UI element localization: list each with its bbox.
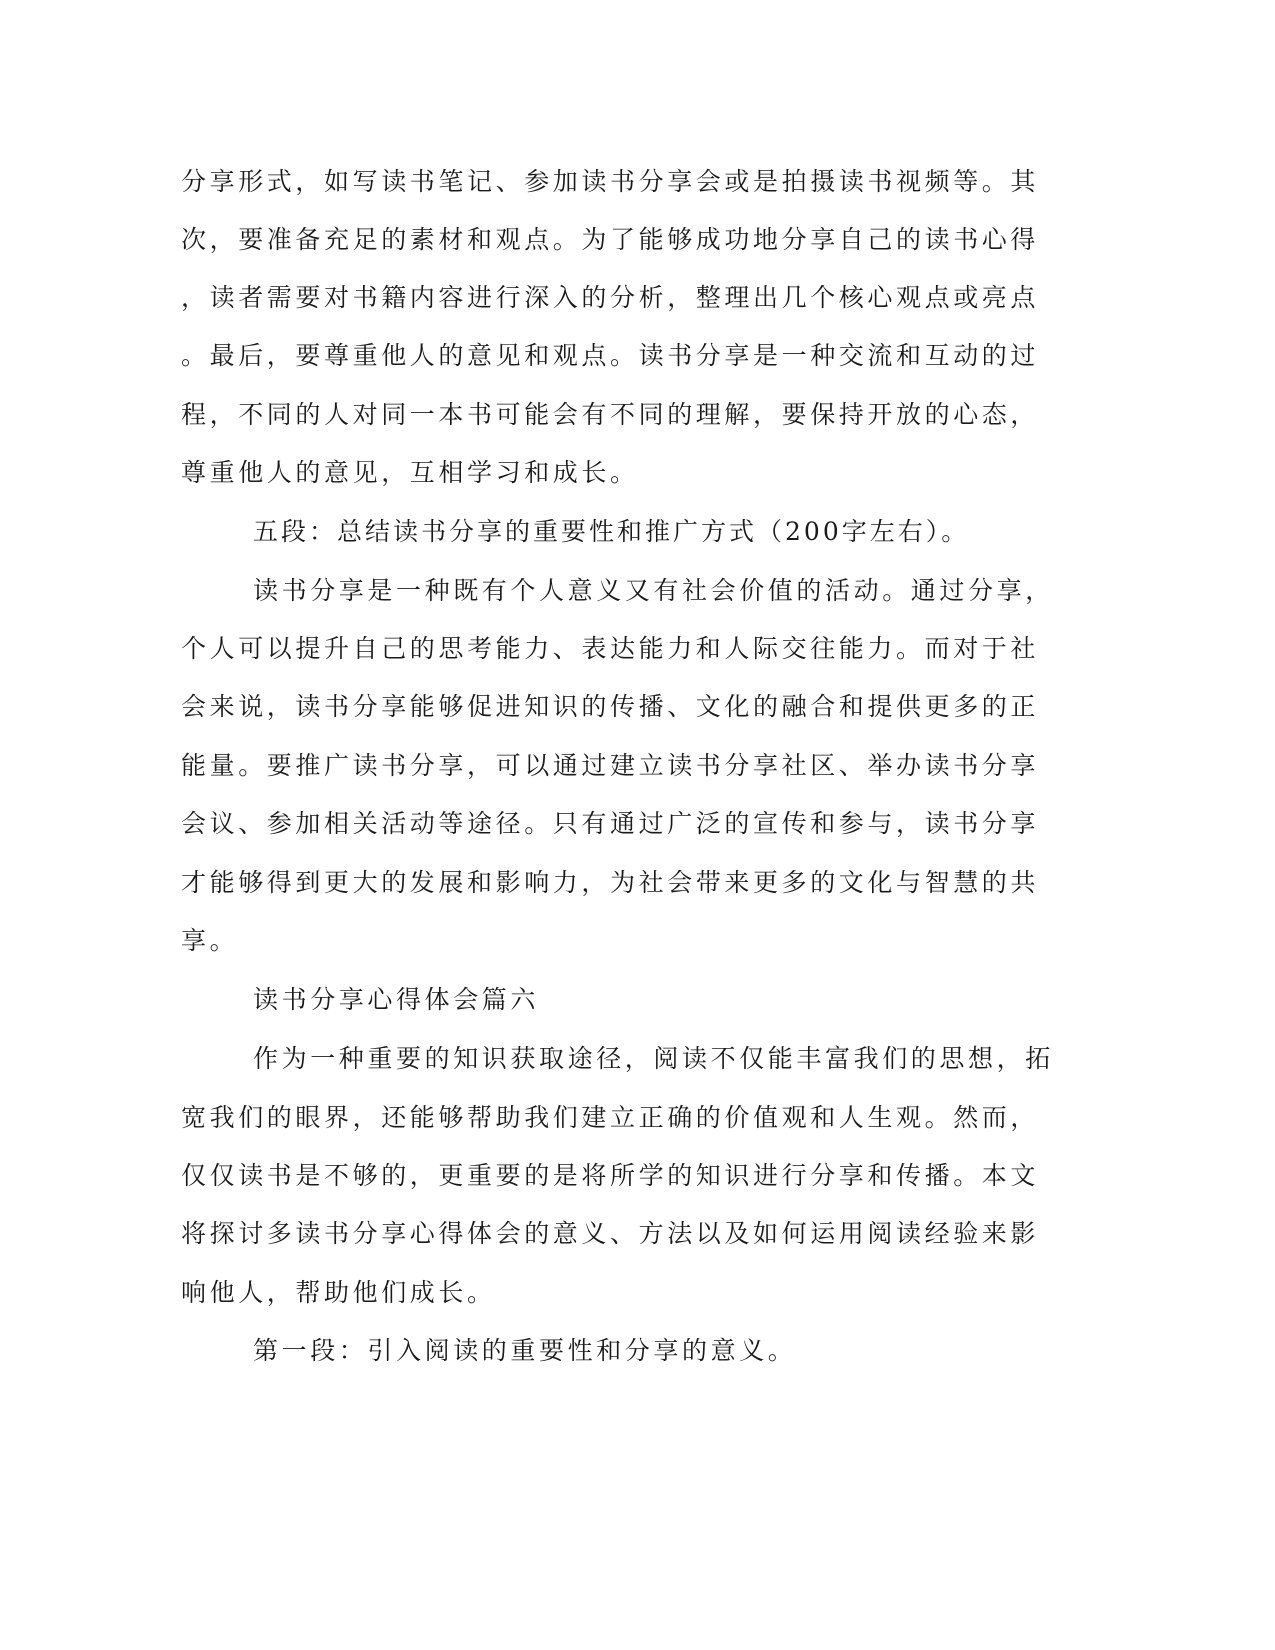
text-line: 能量。要推广读书分享，可以通过建立读书分享社区、举办读书分享 xyxy=(181,751,1040,780)
text-line: 宽我们的眼界，还能够帮助我们建立正确的价值观和人生观。然而， xyxy=(181,1103,1040,1132)
text-line: 响他人，帮助他们成长。 xyxy=(181,1278,496,1307)
text-line: 分享形式，如写读书笔记、参加读书分享会或是拍摄读书视频等。其 xyxy=(181,167,1040,196)
text-line: 尊重他人的意见，互相学习和成长。 xyxy=(181,458,639,487)
text-line: 将探讨多读书分享心得体会的意义、方法以及如何运用阅读经验来影 xyxy=(181,1219,1040,1248)
text-line: 次，要准备充足的素材和观点。为了能够成功地分享自己的读书心得 xyxy=(181,225,1040,254)
text-line: 程，不同的人对同一本书可能会有不同的理解，要保持开放的心态， xyxy=(181,400,1040,429)
text-line: 读书分享是一种既有个人意义又有社会价值的活动。通过分享， xyxy=(253,576,1054,605)
text-line: 作为一种重要的知识获取途径，阅读不仅能丰富我们的思想，拓 xyxy=(253,1044,1054,1073)
text-line: 会议、参加相关活动等途径。只有通过广泛的宣传和参与，读书分享 xyxy=(181,809,1040,838)
text-line: 。最后，要尊重他人的意见和观点。读书分享是一种交流和互动的过 xyxy=(181,341,1040,370)
text-line: 会来说，读书分享能够促进知识的传播、文化的融合和提供更多的正 xyxy=(181,692,1040,721)
text-line: 个人可以提升自己的思考能力、表达能力和人际交往能力。而对于社 xyxy=(181,634,1040,663)
text-line: ，读者需要对书籍内容进行深入的分析，整理出几个核心观点或亮点 xyxy=(181,283,1040,312)
section-heading: 第一段：引入阅读的重要性和分享的意义。 xyxy=(253,1336,797,1365)
section-heading: 五段：总结读书分享的重要性和推广方式（200字左右）。 xyxy=(253,517,970,546)
section-heading: 读书分享心得体会篇六 xyxy=(253,985,540,1014)
text-line: 仅仅读书是不够的，更重要的是将所学的知识进行分享和传播。本文 xyxy=(181,1161,1040,1190)
text-line: 才能够得到更大的发展和影响力，为社会带来更多的文化与智慧的共 xyxy=(181,868,1040,897)
text-line: 享。 xyxy=(181,926,239,955)
